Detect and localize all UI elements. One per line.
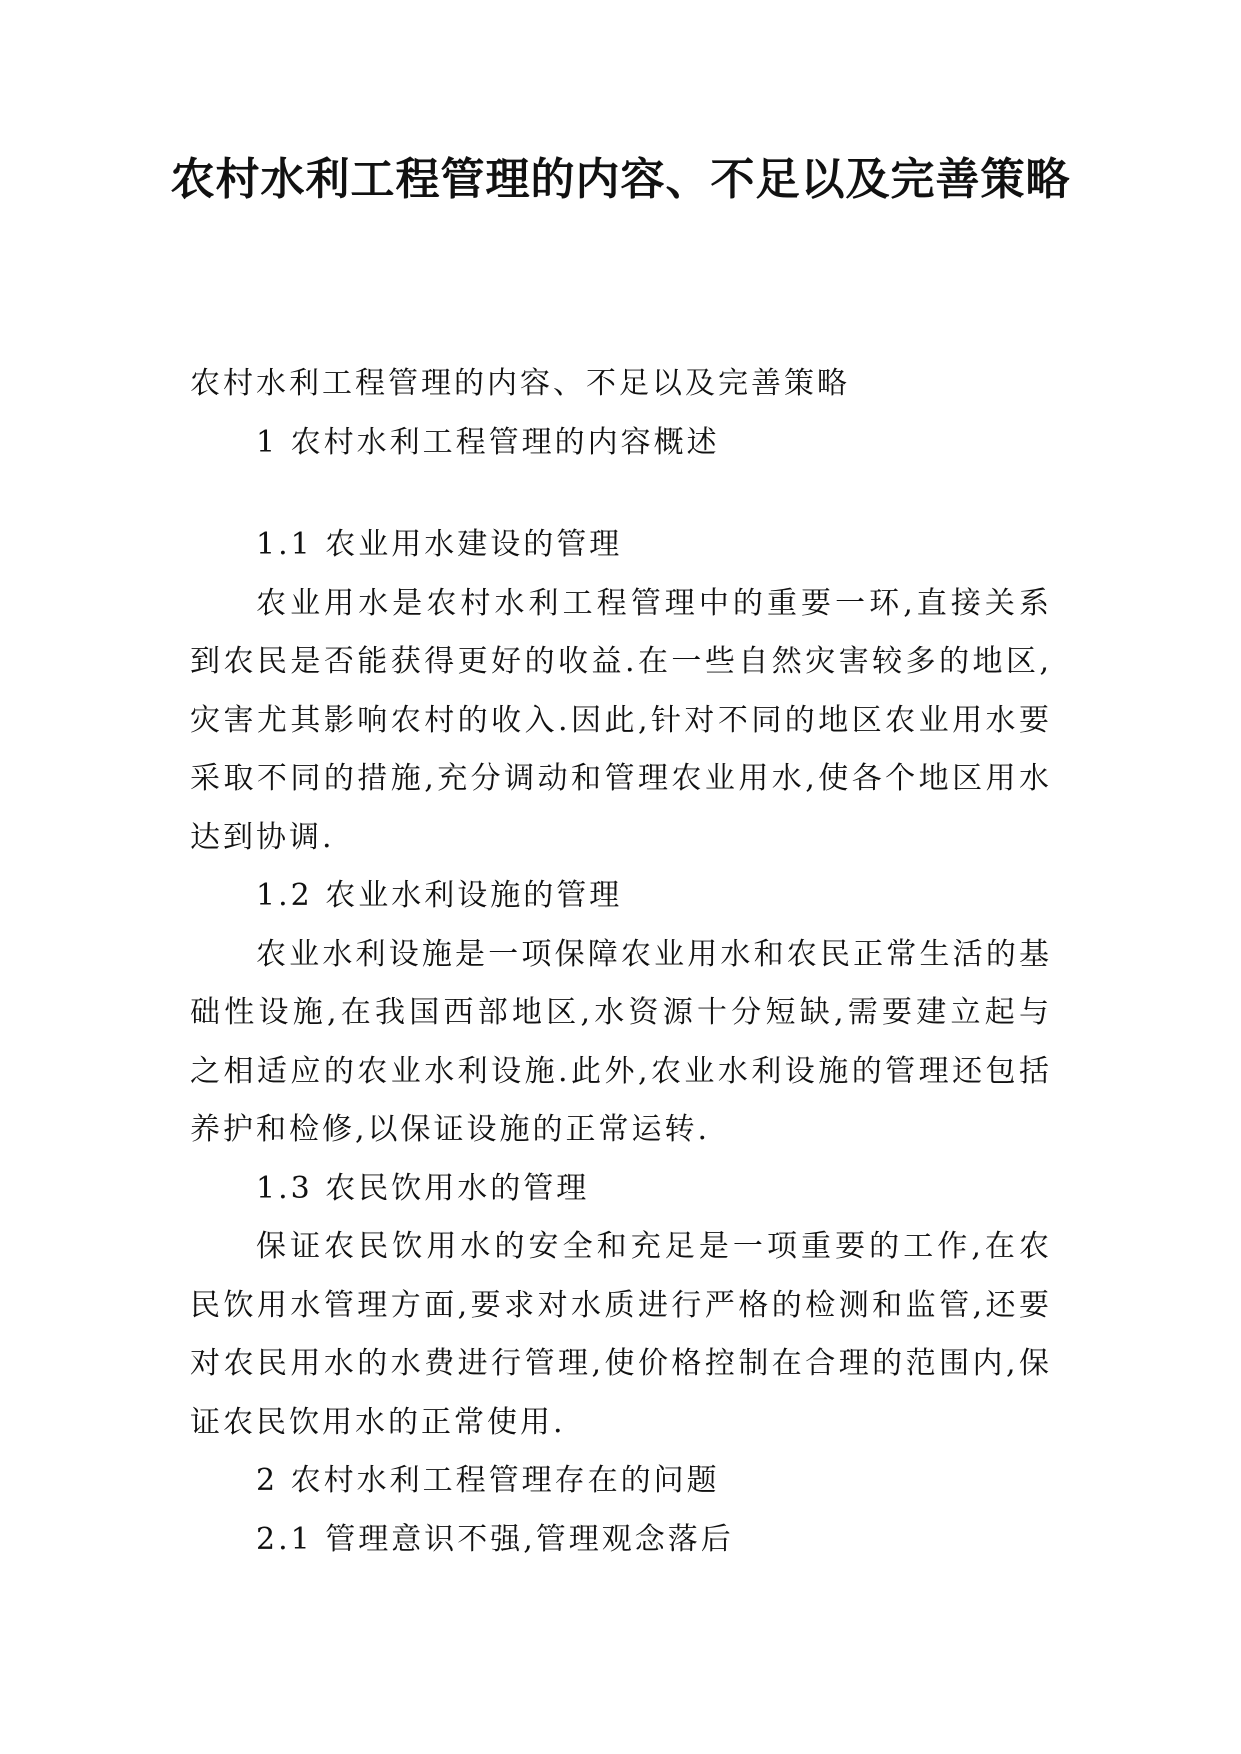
section-1-2-heading: 1.2 农业水利设施的管理 — [256, 878, 623, 913]
section-1-2-paragraph: 农业水利设施是一项保障农业用水和农民正常生活的基础性设施,在我国西部地区,水资源十分短缺,需要建立起与之相适应的农业水利设施.此外,农业水利设施的管理还包括养护和检修,以保证设施的正常运转. — [190, 936, 1052, 1147]
section-1-3-heading: 1.3 农民饮用水的管理 — [256, 1170, 590, 1206]
section-1-1-heading: 1.1 农业用水建设的管理 — [256, 527, 623, 562]
section-1-heading: 1 农村水利工程管理的内容概述 — [256, 424, 720, 460]
section-2-heading: 2 农村水利工程管理存在的问题 — [256, 1463, 720, 1498]
section-1-1-paragraph: 农业用水是农村水利工程管理中的重要一环,直接关系到农民是否能获得更好的收益.在一些自然灾害较多的地区,灾害尤其影响农村的收入.因此,针对不同的地区农业用水要采取不同的措施,充分调动和管理农业用水,使各个地区用水达到协调. — [190, 585, 1052, 855]
document-title: 农村水利工程管理的内容、不足以及完善策略 — [170, 154, 1071, 205]
subtitle-line: 农村水利工程管理的内容、不足以及完善策略 — [190, 366, 850, 401]
spacer — [190, 472, 1052, 516]
section-2-1-heading: 2.1 管理意识不强,管理观念落后 — [256, 1521, 734, 1557]
document-body — [190, 355, 1052, 1569]
section-1-3-paragraph: 保证农民饮用水的安全和充足是一项重要的工作,在农民饮用水管理方面,要求对水质进行严格的检测和监管,还要对农民用水的水费进行管理,使价格控制在合理的范围内,保证农民饮用水的正常使用. — [190, 1229, 1052, 1440]
